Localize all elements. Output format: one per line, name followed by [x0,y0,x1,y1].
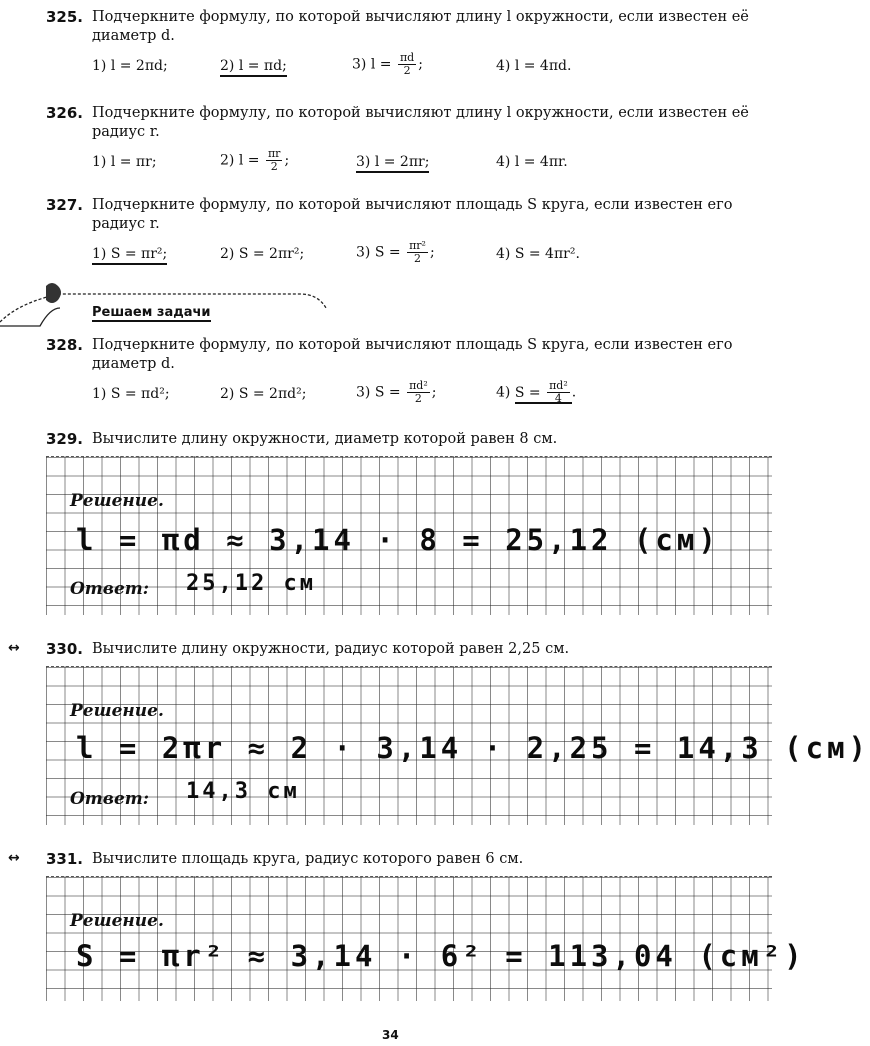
option-3-label: 3) [356,244,371,261]
option-1: 1) S = πd²; [92,386,170,402]
task-statement: Вычислите длину окружности, радиус которой равен 2,25 см. [92,641,570,657]
problem-327 [46,196,762,274]
fraction-numerator: πd [399,51,415,64]
fraction [407,240,428,265]
task-number: 330. [46,640,84,658]
problem-statement: Подчеркните формулу, по которой вычисляют длину l окружности, если известен её радиус r. [92,105,749,140]
solution-label: Решение. [70,491,164,511]
option-3 [356,240,435,265]
option-3-label: 3) [352,56,367,73]
option-3-lhs: l = [370,56,392,73]
option-3-label: 3) [356,384,371,401]
option-3-underlined: 3) l = 2πr; [356,154,429,173]
double-arrow-icon: ↔ [8,640,20,656]
problem-326 [46,104,762,182]
fraction-denominator: 4 [554,392,562,405]
fraction-numerator: πr² [409,239,426,252]
answer-grid-331 [46,876,806,1001]
option-4: 4) l = 4πr. [496,154,568,170]
option-4: 4) l = 4πd. [496,58,572,74]
handwritten-work: S = πr² ≈ 3,14 · 6² = 113,04 (см²) [76,939,806,973]
solution-label: Решение. [70,701,164,721]
fraction [266,148,283,173]
problem-number: 325. [46,8,84,26]
task-number: 331. [46,850,84,868]
task-statement: Вычислите длину окружности, диаметр которой равен 8 см. [92,431,558,447]
section-title: Решаем задачи [92,305,211,320]
problem-number: 326. [46,104,84,122]
handwritten-work: l = 2πr ≈ 2 · 3,14 · 2,25 = 14,3 (см) [76,731,870,765]
option-2 [220,148,289,173]
option-3 [356,380,436,405]
option-3-tail: ; [418,56,423,73]
option-4-underlined [496,380,576,405]
answer-label: Ответ: [70,789,150,809]
option-1: 1) l = πr; [92,154,157,170]
problem-statement: Подчеркните формулу, по которой вычисляют длину l окружности, если известен её диаметр d. [92,9,749,44]
option-3-tail: ; [429,244,435,261]
answer-grid-330 [46,666,870,825]
options-row [46,240,762,274]
option-1: 1) l = 2πd; [92,58,168,74]
option-2-label: 2) [220,152,235,169]
option-4-formula [514,379,572,405]
solution-label: Решение. [70,911,164,931]
option-2: 2) S = 2πd²; [220,386,307,402]
fraction-denominator: 2 [414,252,422,265]
problem-statement: Подчеркните формулу, по которой вычисляют площадь S круга, если известен его диаметр d. [92,337,733,372]
option-4-tail: . [571,384,577,401]
options-row [46,380,762,414]
fraction [398,52,416,77]
problem-325 [46,8,762,86]
option-3 [352,52,423,77]
page-number: 34 [382,1028,399,1042]
answer-label: Ответ: [70,579,150,599]
fraction-denominator: 2 [403,64,411,77]
fraction-denominator: 2 [270,160,278,173]
option-2-lhs: l = [238,152,260,169]
problem-number: 328. [46,336,84,354]
fraction [547,380,570,405]
fraction [407,380,430,405]
double-arrow-icon: ↔ [8,850,20,866]
option-3-lhs: S = [374,384,401,401]
fraction-numerator: πr [267,147,281,160]
options-row [46,52,762,86]
option-2: 2) S = 2πr²; [220,246,305,262]
problem-statement: Подчеркните формулу, по которой вычисляют площадь S круга, если известен его радиус r. [92,197,733,232]
fraction-numerator: πd² [549,379,568,392]
option-3-tail: ; [431,384,437,401]
problem-number: 327. [46,196,84,214]
option-2-tail: ; [284,152,290,169]
option-3-lhs: S = [374,244,401,261]
option-4-lhs: S = [514,384,541,401]
option-4: 4) S = 4πr². [496,246,580,262]
option-2-underlined: 2) l = πd; [220,58,287,77]
handwritten-answer: 14,3 см [186,779,300,804]
fraction-numerator: πd² [409,379,428,392]
task-329 [46,430,762,449]
task-number: 329. [46,430,84,448]
fraction-denominator: 2 [414,392,422,405]
option-1-underlined: 1) S = πr²; [92,246,167,265]
task-331 [46,850,762,869]
problem-328 [46,336,762,414]
answer-grid-329 [46,456,772,615]
task-statement: Вычислите площадь круга, радиус которого равен 6 см. [92,851,524,867]
handwritten-work: l = πd ≈ 3,14 · 8 = 25,12 (см) [76,523,720,557]
handwritten-answer: 25,12 см [186,571,316,596]
option-4-label: 4) [496,384,511,401]
options-row [46,148,762,182]
task-330 [46,640,762,659]
